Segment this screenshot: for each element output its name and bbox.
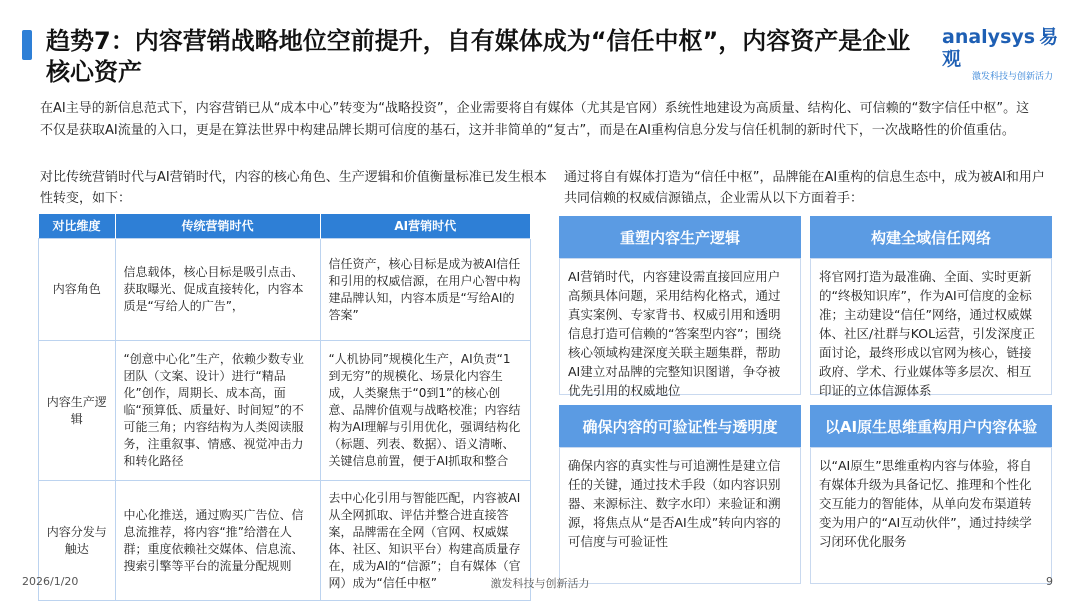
table-header-ai: AI营销时代 [320, 214, 531, 239]
table-row [39, 341, 531, 481]
table-row [39, 239, 531, 341]
left-lead-text: 对比传统营销时代与AI营销时代，内容的核心角色、生产逻辑和价值衡量标准已发生根本性转变，如下： [40, 170, 547, 206]
table-header-row [39, 214, 531, 239]
footer-date: 2026/1/20 [22, 575, 79, 588]
card-body-verifiability: 确保内容的真实性与可追溯性是建立信任的关键，通过技术手段（如内容识别器、来源标注、数字水印）来验证和溯源，将焦点从“是否AI生成”转向内容的可信度与可验证性 [559, 447, 801, 584]
card-body-trust-network: 将官网打造为最准确、全面、实时更新的“终极知识库”，作为AI可信度的金标准；主动建设“信任”网络，通过权威媒体、社区/社群与KOL运营，引发深度正面讨论，最终形成以官网为核心，链接政府、学术、行业媒体等多层次、相互印证的立体信源体系 [810, 258, 1052, 395]
logo-latin: analysys [942, 26, 1036, 48]
logo-cn: 易观 [942, 26, 1059, 70]
table-header-trad: 传统营销时代 [115, 214, 320, 239]
table-cell-dim: 内容角色 [39, 239, 116, 341]
right-lead-text: 通过将自有媒体打造为“信任中枢”，品牌能在AI重构的信息生态中，成为被AI和用户共同信赖的权威信源锚点，企业需从以下方面着手： [564, 170, 1045, 206]
table-cell-trad: “创意中心化”生产，依赖少数专业团队（文案、设计）进行“精品化”创作，周期长、成本高，面临“预算低、质量好、时间短”的不可能三角；内容结构为人类阅读服务，注重叙事、情感、视觉冲击力和转化路径 [115, 341, 320, 481]
brand-logo [942, 26, 1062, 84]
card-body-ai-native: 以“AI原生”思维重构内容与体验，将自有媒体升级为具备记忆、推理和个性化交互能力的智能体，从单向发布渠道转变为用户的“AI互动伙伴”，通过持续学习闭环优化服务 [810, 447, 1052, 584]
intro-paragraph: 在AI主导的新信息范式下，内容营销已从“成本中心”转变为“战略投资”，企业需要将自有媒体（尤其是官网）系统性地建设为高质量、结构化、可信赖的“数字信任中枢”。这不仅是获取AI流量的入口，更是在算法世界中构建品牌长期可信度的基石，这并非简单的“复古”，而是在AI重构信息分发与信任机制的新时代下，一次战略性的价值重估。 [40, 101, 1030, 138]
footer-slogan: 激发科技与创新活力 [490, 577, 590, 590]
table-cell-dim: 内容分发与触达 [39, 481, 116, 601]
table-cell-ai: 信任资产，核心目标是成为被AI信任和引用的权威信源，在用户心智中构建品牌认知，内容本质是“写给AI的答案” [320, 239, 531, 341]
comparison-table [38, 214, 531, 601]
table-cell-ai: “人机协同”规模化生产，AI负责“1到无穷”的规模化、场景化内容生成，人类聚焦于“0到1”的核心创意、品牌价值观与战略校准；内容结构为AI理解与引用优化，强调结构化（标题、列表、数据）、语义清晰、关键信息前置，便于AI抓取和整合 [320, 341, 531, 481]
logo-tagline: 激发科技与创新活力 [972, 72, 1054, 82]
page-number: 9 [1046, 575, 1053, 588]
title-accent-bar [22, 30, 32, 60]
card-title-production: 重塑内容生产逻辑 [559, 216, 801, 258]
card-title-verifiability: 确保内容的可验证性与透明度 [559, 405, 801, 447]
card-body-production: AI营销时代，内容建设需直接回应用户高频具体问题，采用结构化格式，通过真实案例、专家背书、权威引用和透明信息打造可信赖的“答案型内容”；围绕核心领域构建深度关联主题集群，帮助AI建立对品牌的完整知识图谱，争夺被优先引用的权威地位 [559, 258, 801, 395]
page-title: 趋势7：内容营销战略地位空前提升，自有媒体成为“信任中枢”，内容资产是企业核心资产 [46, 27, 911, 86]
card-title-trust-network: 构建全域信任网络 [810, 216, 1052, 258]
table-cell-trad: 中心化推送，通过购买广告位、信息流推荐，将内容“推”给潜在人群；重度依赖社交媒体、信息流、搜索引擎等平台的流量分配规则 [115, 481, 320, 601]
table-cell-dim: 内容生产逻辑 [39, 341, 116, 481]
table-cell-trad: 信息载体，核心目标是吸引点击、获取曝光、促成直接转化，内容本质是“写给人的广告”， [115, 239, 320, 341]
table-cell-ai: 去中心化引用与智能匹配，内容被AI从全网抓取、评估并整合进直接答案，品牌需在全网（官网、权威媒体、社区、知识平台）构建高质量存在，成为AI的“信源”；自有媒体（官网）成为“信任中枢” [320, 481, 531, 601]
table-header-dim: 对比维度 [39, 214, 116, 239]
card-title-ai-native: 以AI原生思维重构用户内容体验 [810, 405, 1052, 447]
